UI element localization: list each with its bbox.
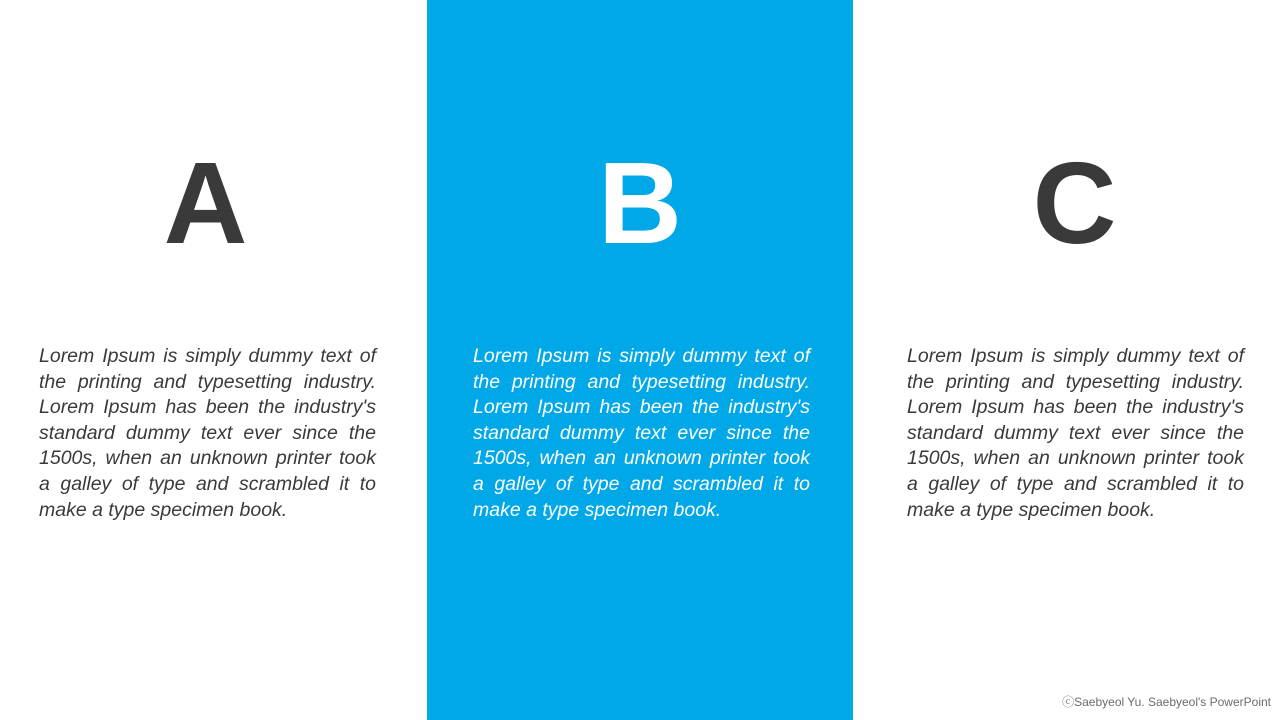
column-b-highlighted	[427, 0, 853, 720]
column-c	[853, 0, 1280, 720]
column-c-text: Lorem Ipsum is simply dummy text of the printing and typesetting industry. Lorem Ipsum has been the industry's standard dummy text ever since the 1500s, when an unknown printer took a galley of type and scrambled it to make a type specimen book.	[907, 345, 1244, 521]
column-a-letter: A	[163, 138, 248, 268]
column-a	[0, 0, 427, 720]
column-c-letter: C	[1032, 138, 1117, 268]
footer-credit: ⓒSaebyeol Yu. Saebyeol's PowerPoint	[1062, 695, 1271, 709]
column-a-text: Lorem Ipsum is simply dummy text of the printing and typesetting industry. Lorem Ipsum has been the industry's standard dummy text ever since the 1500s, when an unknown printer took a galley of type and scrambled it to make a type specimen book.	[39, 345, 376, 521]
column-b-text: Lorem Ipsum is simply dummy text of the printing and typesetting industry. Lorem Ipsum has been the industry's standard dummy text ever since the 1500s, when an unknown printer took a galley of type and scrambled it to make a type specimen book.	[473, 345, 810, 521]
column-b-letter: B	[598, 138, 682, 268]
